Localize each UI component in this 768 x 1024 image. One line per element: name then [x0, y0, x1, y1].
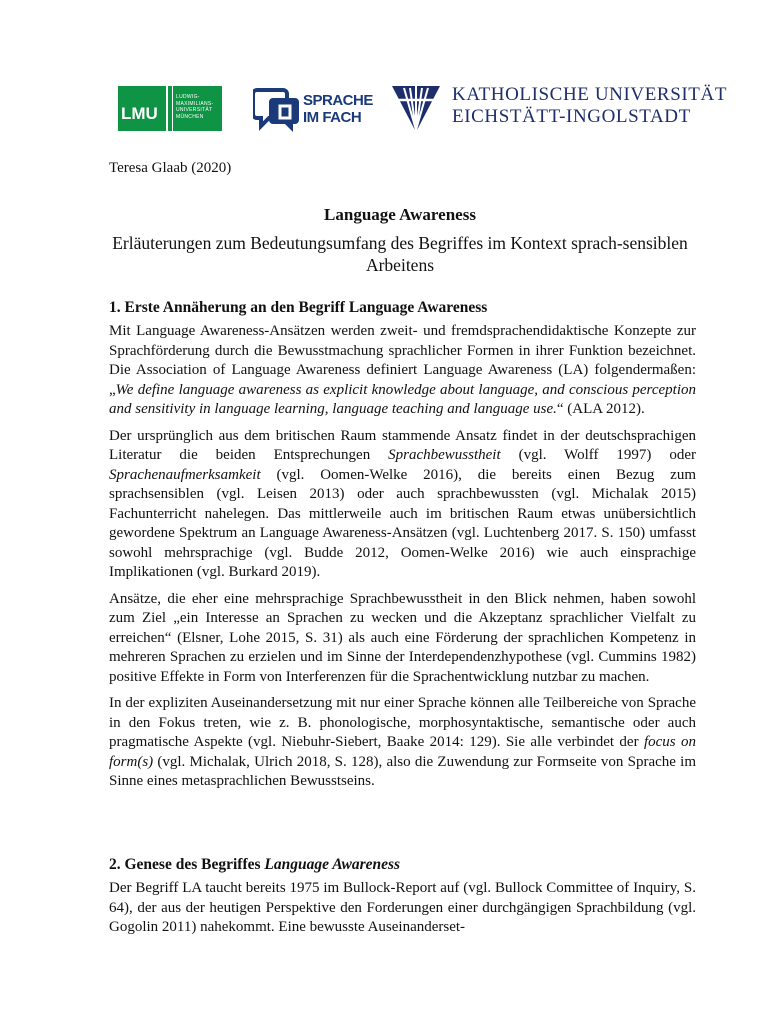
heading-run: 2. Genese des Begriffes: [109, 856, 265, 873]
ku-logo: [390, 84, 728, 134]
paragraph: [109, 427, 696, 583]
lmu-logo-text: [173, 86, 222, 131]
sprache-im-fach-text: [303, 92, 373, 126]
ku-logo-line1: KATHOLISCHE UNIVERSITÄT: [452, 84, 728, 105]
section-1-body: [109, 322, 696, 799]
text-run: “ (ALA 2012).: [556, 401, 645, 417]
speech-bubble-icon: [253, 84, 301, 134]
text-run: In der expliziten Auseinandersetzung mit nur einer Sprache können alle Teilbereiche von Sprache in den Fokus treten, wie z. B. phonologische, morphosyntaktische, semantische oder auch pragmatische Aspekte (vgl. Niebuhr-Siebert, Baake 2014: 129). Sie alle verbindet der: [109, 695, 696, 750]
paragraph: Ansätze, die eher eine mehrsprachige Sprachbewusstheit in den Blick nehmen, haben sowohl zum Ziel „ein Interesse an Sprachen zu wecken und die Akzeptanz sprachlicher Vielfalt zu erreichen“ (Elsner, Lohe 2015, S. 31) als auch eine Förderung der sprachlichen Kompetenz in mehreren Sprachen zu erzielen und im Sinne der Interdependenzhypothese (vgl. Cummins 1982) positive Effekte in Form von Interferenzen für die Sprachentwicklung nutzbar zu machen.: [109, 590, 696, 685]
section-1-heading: 1. Erste Annäherung an den Begriff Language Awareness: [109, 299, 488, 316]
lmu-logo-line: MÜNCHEN: [176, 113, 204, 120]
text-run: Der ursprünglich aus dem britischen Raum stammende Ansatz findet in der deutschsprachigen Literatur die beiden Entsprechungen: [109, 427, 696, 463]
text-run: (vgl. Michalak, Ulrich 2018, S. 128), also die Zuwendung zur Formseite von Sprache im Sinne eines metasprachlichen Bewusstseins.: [109, 753, 696, 789]
lmu-logo-line: UNIVERSITÄT: [176, 107, 213, 113]
ku-logo-line2: EICHSTÄTT-INGOLSTADT: [452, 106, 691, 127]
ku-logo-text: [452, 84, 727, 128]
text-run: Mit Language Awareness-Ansätzen werden zweit- und fremdsprachendidaktische Konzepte zur Sprachförderung durch die Bewusstmachung sprachlicher Formen in ihrer Funktion bezeichnet. Die Association of Language Awareness definiert Language Awareness (LA) folgendermaßen: „: [109, 323, 696, 398]
author-line: Teresa Glaab (2020): [109, 160, 232, 176]
quote-run: We define language awareness as explicit knowledge about language, and conscious perception and sensitivity in language learning, language teaching and language use.: [109, 381, 696, 417]
sif-line: SPRACHE: [303, 92, 373, 109]
paragraph: Der Begriff LA taucht bereits 1975 im Bullock-Report auf (vgl. Bullock Committee of Inquiry, S. 64), der aus der heutigen Perspektive den Forderungen einer durchgängigen Sprachbildung (vgl. Gogolin 2011) nahekommt. Eine bewusste Auseinanderset-: [109, 880, 696, 935]
document-subtitle: Erläuterungen zum Bedeutungsumfang des Begriffes im Kontext sprach-sensiblen Arbeitens: [112, 233, 688, 275]
lmu-logo-mark-text: LMU: [121, 104, 158, 123]
italic-term: focus on form(s): [109, 734, 696, 770]
ku-emblem-icon: [390, 84, 442, 134]
lmu-logo-line: MAXIMILIANS-: [176, 100, 214, 107]
sprache-im-fach-logo: [253, 84, 373, 134]
lmu-logo-line: LUDWIG-: [176, 94, 200, 100]
italic-term: Sprachbewusstheit: [388, 447, 501, 463]
paragraph: [109, 694, 696, 792]
lmu-logo-mark: [118, 86, 166, 131]
heading-italic-run: Language Awareness: [264, 856, 401, 873]
lmu-logo-divider: [168, 86, 172, 131]
text-run: (vgl. Oomen-Welke 2016), die bereits einen Bezug zum sprachsensiblen (vgl. Leisen 2013) oder auch sprachbewussten (vgl. Michalak 2015) Fachunterricht nahelegen. Das mittlerweile auch im britischen Raum etwas unübersichtlich gewordene Spektrum an Language Awareness-Ansätzen (vgl. Luchtenberg 2017. S. 150) umfasst sowohl mehrsprachige (vgl. Budde 2012, Oomen-Welke 2016) wie auch einsprachige Implikationen (vgl. Burkard 2019).: [109, 466, 696, 580]
paragraph: [109, 322, 696, 420]
section-2-heading: [109, 856, 400, 874]
italic-term: Sprachenaufmerksamkeit: [109, 466, 261, 483]
logo-bar: [0, 84, 768, 134]
sif-line: IM FACH: [303, 109, 362, 126]
lmu-logo: [118, 86, 222, 131]
section-2-body: [109, 879, 696, 945]
document-title: Language Awareness: [324, 205, 476, 224]
text-run: (vgl. Wolff 1997) oder: [500, 447, 696, 463]
